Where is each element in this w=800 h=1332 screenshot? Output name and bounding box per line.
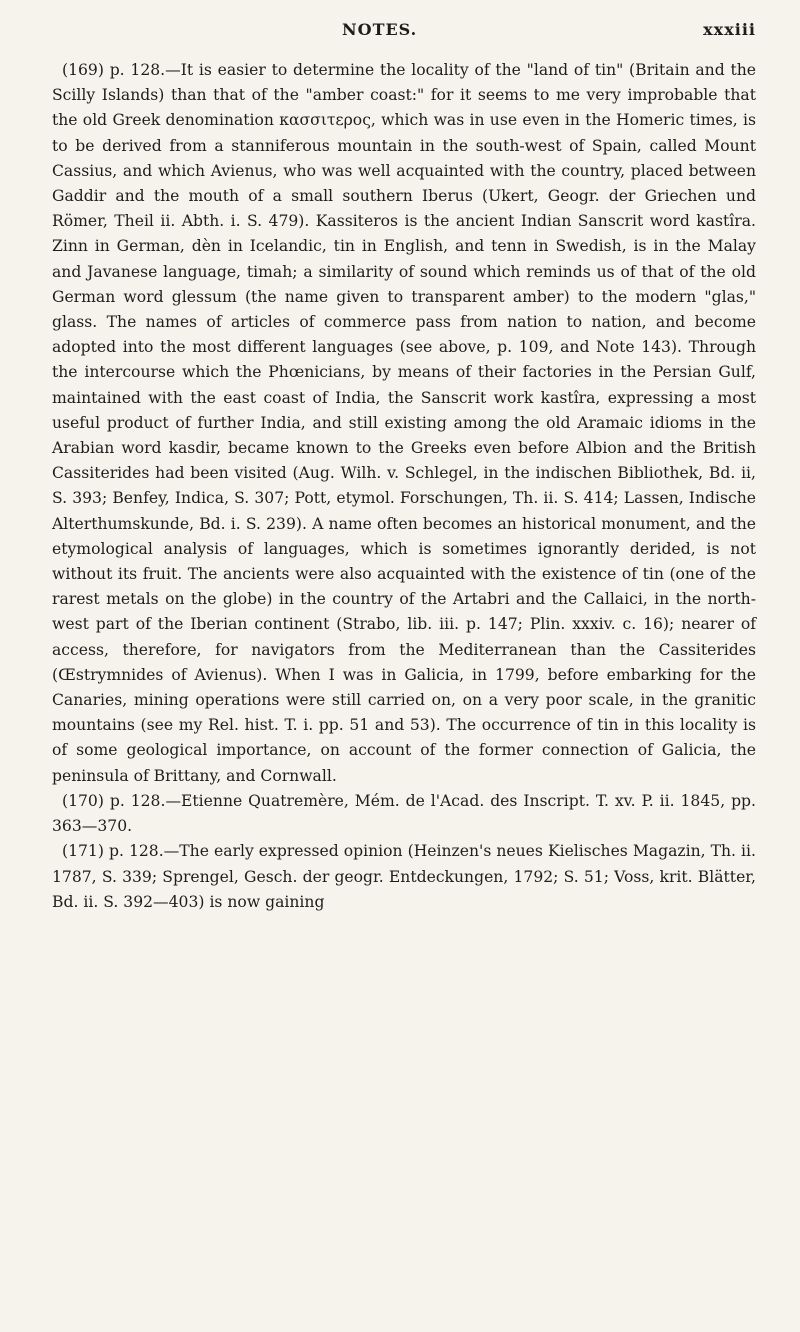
page-number: xxxiii <box>703 20 756 39</box>
note-169 <box>52 58 756 789</box>
note-ref: (170) <box>62 791 104 810</box>
running-head <box>52 14 756 54</box>
note-text: p. 128.—It is easier to determine the locality of the "land of tin" (Britain and the Scilly Islands) than that of the "amber coast:" for it seems to me very improbable that the old Greek denomination κασσιτερος, which was in use even in the Homeric times, is to be derived from a stanniferous mountain in the south-west of Spain, called Mount Cassius, and which Avienus, who was well acquainted with the country, placed between Gaddir and the mouth of a small southern Iberus (Ukert, Geogr. der Griechen und Römer, Theil ii. Abth. i. S. 479). Kassiteros is the ancient Indian Sanscrit word kastîra. Zinn in German, dèn in Icelandic, tin in English, and tenn in Swedish, is in the Malay and Javanese language, timah; a similarity of sound which reminds us of that of the old German word glessum (the name given to transparent amber) to the modern "glas," glass. The names of articles of commerce pass from nation to nation, and become adopted into the most different languages (see above, p. 109, and Note 143). Through the intercourse which the Phœnicians, by means of their factories in the Persian Gulf, maintained with the east coast of India, the Sanscrit work kastîra, expressing a most useful product of further India, and still existing among the old Aramaic idioms in the Arabian word kasdir, became known to the Greeks even before Albion and the British Cassiterides had been visited (Aug. Wilh. v. Schlegel, in the indischen Bibliothek, Bd. ii, S. 393; Benfey, Indica, S. 307; Pott, etymol. Forschungen, Th. ii. S. 414; Lassen, Indische Alterthumskunde, Bd. i. S. 239). A name often becomes an historical monument, and the etymological analysis of languages, which is sometimes ignorantly derided, is not without its fruit. The ancients were also acquainted with the existence of tin (one of the rarest metals on the globe) in the country of the Artabri and the Callaici, in the north-west part of the Iberian continent (Strabo, lib. iii. p. 147; Plin. xxxiv. c. 16); nearer of access, therefore, for navigators from the Mediterranean than the Cassiterides (Œstrymnides of Avienus). When I was in Galicia, in 1799, before embarking for the Canaries, mining operations were still carried on, on a very poor scale, in the granitic mountains (see my Rel. hist. T. i. pp. 51 and 53). The occurrence of tin in this locality is of some geological importance, on account of the former connection of Galicia, the peninsula of Brittany, and Cornwall. <box>52 61 756 785</box>
running-head-title: NOTES. <box>342 20 418 39</box>
notes-section <box>52 58 756 915</box>
note-ref: (171) <box>62 842 104 861</box>
note-text: p. 128.—The early expressed opinion (Heinzen's neues Kielisches Magazin, Th. ii. 1787, S. 339; Sprengel, Gesch. der geogr. Entdeckungen, 1792; S. 51; Voss, krit. Blätter, Bd. ii. S. 392—403) is now gaining <box>52 842 756 911</box>
note-171 <box>52 839 756 915</box>
note-text: p. 128.—Etienne Quatremère, Mém. de l'Acad. des Inscript. T. xv. P. ii. 1845, pp. 363—370. <box>52 791 756 836</box>
note-ref: (169) <box>62 61 104 79</box>
note-170 <box>52 789 756 839</box>
